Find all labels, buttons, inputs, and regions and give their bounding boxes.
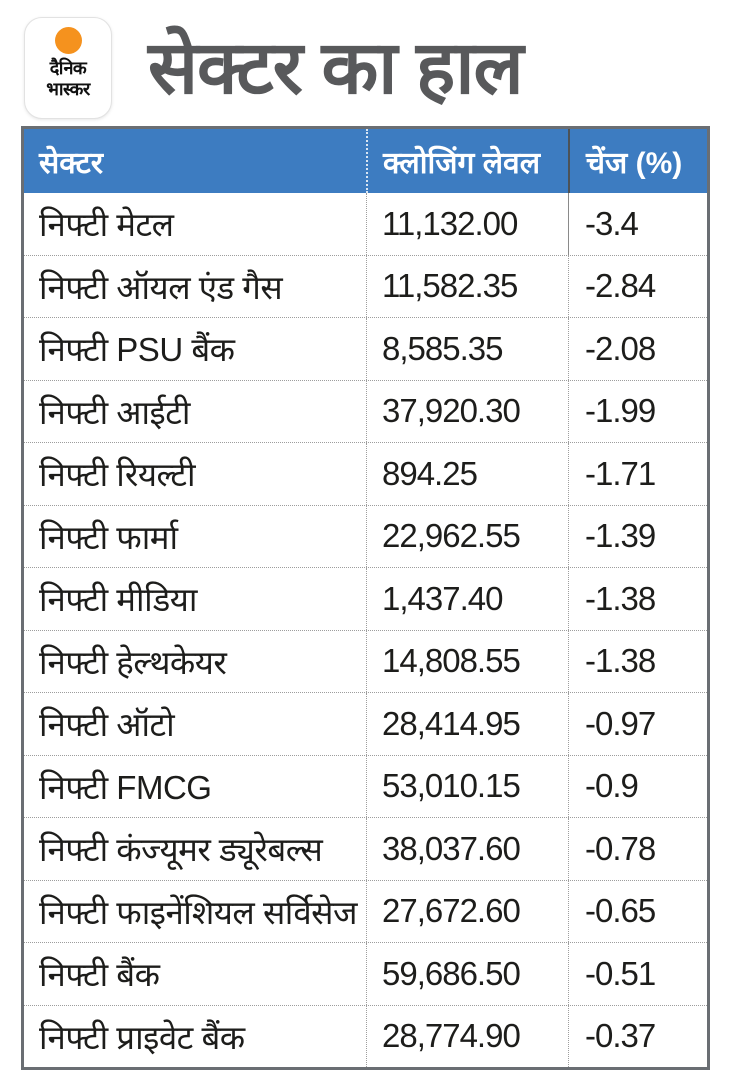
table-row <box>24 255 707 318</box>
sector-cell: निफ्टी रियल्टी <box>39 456 196 494</box>
page-title: सेक्टर का हाल <box>148 25 523 109</box>
change-cell: -0.9 <box>568 756 707 818</box>
table-body <box>24 193 707 1067</box>
change-cell: -2.08 <box>568 318 707 380</box>
closing-level-cell: 8,585.35 <box>366 318 568 380</box>
table-row <box>24 692 707 755</box>
change-cell: -0.97 <box>568 693 707 755</box>
closing-level-cell: 38,037.60 <box>366 818 568 880</box>
column-header-closing-level: क्लोजिंग लेवल <box>366 129 568 193</box>
closing-level-cell: 53,010.15 <box>366 756 568 818</box>
change-cell: -2.84 <box>568 256 707 318</box>
dainik-bhaskar-logo <box>24 17 112 119</box>
closing-level-cell: 11,132.00 <box>366 193 568 255</box>
table-row <box>24 817 707 880</box>
change-cell: -0.37 <box>568 1006 707 1068</box>
sector-cell: निफ्टी FMCG <box>39 768 212 806</box>
change-cell: -0.51 <box>568 943 707 1005</box>
table-row <box>24 505 707 568</box>
table-row <box>24 380 707 443</box>
closing-level-cell: 28,774.90 <box>366 1006 568 1068</box>
table-row <box>24 755 707 818</box>
table-header-row <box>24 129 707 193</box>
sector-cell: निफ्टी आईटी <box>39 393 190 431</box>
sector-cell: निफ्टी प्राइवेट बैंक <box>39 1018 245 1056</box>
sector-cell: निफ्टी कंज्यूमर ड्यूरेबल्स <box>39 831 323 869</box>
table-row <box>24 317 707 380</box>
closing-level-cell: 22,962.55 <box>366 506 568 568</box>
column-header-sector: सेक्टर <box>39 146 104 180</box>
logo-line1: दैनिक <box>49 58 87 78</box>
sector-cell: निफ्टी फार्मा <box>39 518 178 556</box>
closing-level-cell: 59,686.50 <box>366 943 568 1005</box>
table-row <box>24 442 707 505</box>
sector-cell: निफ्टी PSU बैंक <box>39 331 235 369</box>
closing-level-cell: 27,672.60 <box>366 881 568 943</box>
sector-cell: निफ्टी फाइनेंशियल सर्विसेज <box>39 893 357 931</box>
change-cell: -0.65 <box>568 881 707 943</box>
closing-level-cell: 28,414.95 <box>366 693 568 755</box>
logo-line2: भास्कर <box>46 79 90 99</box>
table-row <box>24 880 707 943</box>
table-row <box>24 942 707 1005</box>
sector-cell: निफ्टी मीडिया <box>39 581 197 619</box>
change-cell: -1.38 <box>568 631 707 693</box>
table-row <box>24 567 707 630</box>
table-row <box>24 1005 707 1068</box>
column-header-change-pct: चेंज (%) <box>568 129 707 193</box>
sun-icon <box>55 27 82 54</box>
logo-text <box>46 58 90 100</box>
sector-cell: निफ्टी हेल्थकेयर <box>39 643 227 681</box>
change-cell: -1.38 <box>568 568 707 630</box>
sector-cell: निफ्टी बैंक <box>39 956 160 994</box>
change-cell: -0.78 <box>568 818 707 880</box>
change-cell: -1.71 <box>568 443 707 505</box>
change-cell: -1.99 <box>568 381 707 443</box>
sector-cell: निफ्टी ऑटो <box>39 706 175 744</box>
change-cell: -1.39 <box>568 506 707 568</box>
closing-level-cell: 37,920.30 <box>366 381 568 443</box>
sector-table <box>21 126 710 1070</box>
closing-level-cell: 11,582.35 <box>366 256 568 318</box>
table-row <box>24 630 707 693</box>
closing-level-cell: 894.25 <box>366 443 568 505</box>
sector-cell: निफ्टी मेटल <box>39 206 174 244</box>
change-cell: -3.4 <box>568 193 707 255</box>
closing-level-cell: 14,808.55 <box>366 631 568 693</box>
closing-level-cell: 1,437.40 <box>366 568 568 630</box>
table-row <box>24 193 707 255</box>
sector-cell: निफ्टी ऑयल एंड गैस <box>39 268 283 306</box>
